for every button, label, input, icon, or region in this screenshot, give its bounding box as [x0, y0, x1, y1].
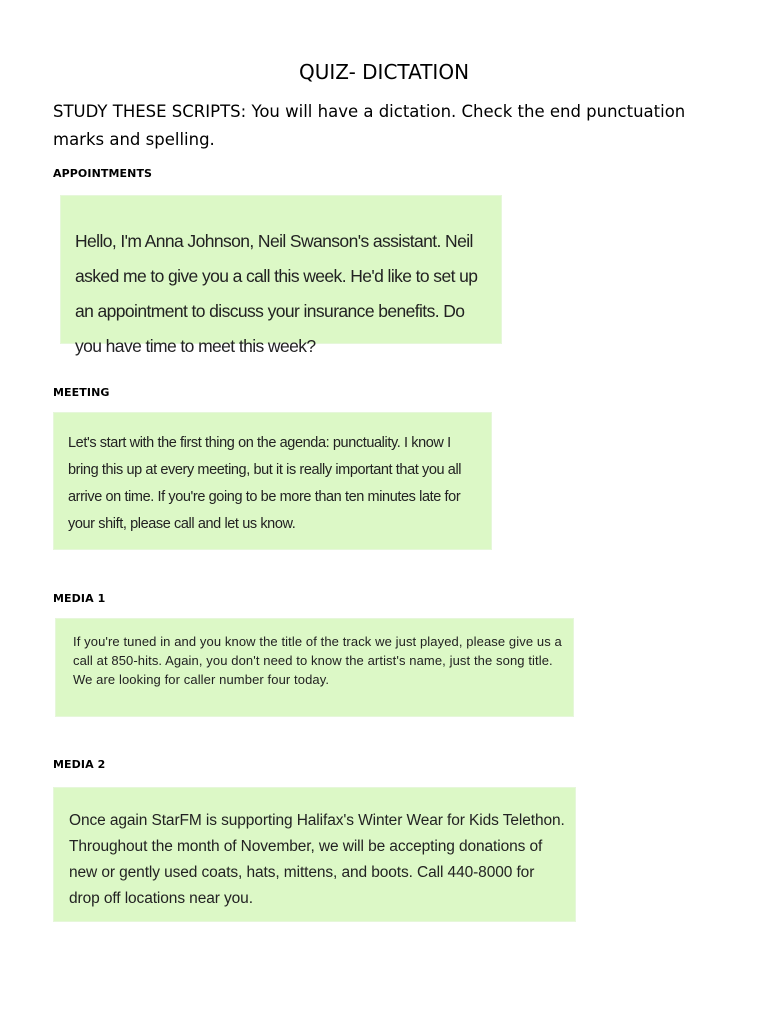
section-heading-appointments: APPOINTMENTS — [53, 167, 153, 180]
script-text-meeting: Let's start with the first thing on the agenda: punctuality. I know I bring this up at every meeting, but it is really important that you all arrive on time. If you're going to be more than ten minutes late for your shift, please call and let us know. — [68, 435, 462, 532]
script-box-media-1 — [55, 618, 574, 717]
section-heading-media-1: MEDIA 1 — [53, 592, 106, 605]
section-heading-media-2: MEDIA 2 — [53, 758, 106, 771]
page-title: QUIZ- DICTATION — [298, 60, 470, 84]
instructions-text: STUDY THESE SCRIPTS: You will have a dictation. Check the end punctuation marks and spelling. — [53, 102, 686, 149]
script-box-meeting — [53, 412, 492, 550]
script-text-media-2: Once again StarFM is supporting Halifax's Winter Wear for Kids Telethon. Throughout the month of November, we will be accepting donations of new or gently used coats, hats, mittens, and boots. Call 440-8000 for drop off locations near you. — [69, 812, 565, 907]
script-text-appointments: Hello, I'm Anna Johnson, Neil Swanson's assistant. Neil asked me to give you a call this week. He'd like to set up an appointment to discuss your insurance benefits. Do you have time to meet this week? — [75, 231, 478, 356]
section-heading-meeting: MEETING — [53, 386, 110, 399]
script-box-appointments — [60, 195, 502, 356]
script-box-media-2 — [53, 787, 576, 922]
script-text-media-1: If you're tuned in and you know the title of the track we just played, please give us a call at 850-hits. Again, you don't need to know the artist's name, just the song title. We are looking for caller number four today. — [73, 634, 562, 687]
